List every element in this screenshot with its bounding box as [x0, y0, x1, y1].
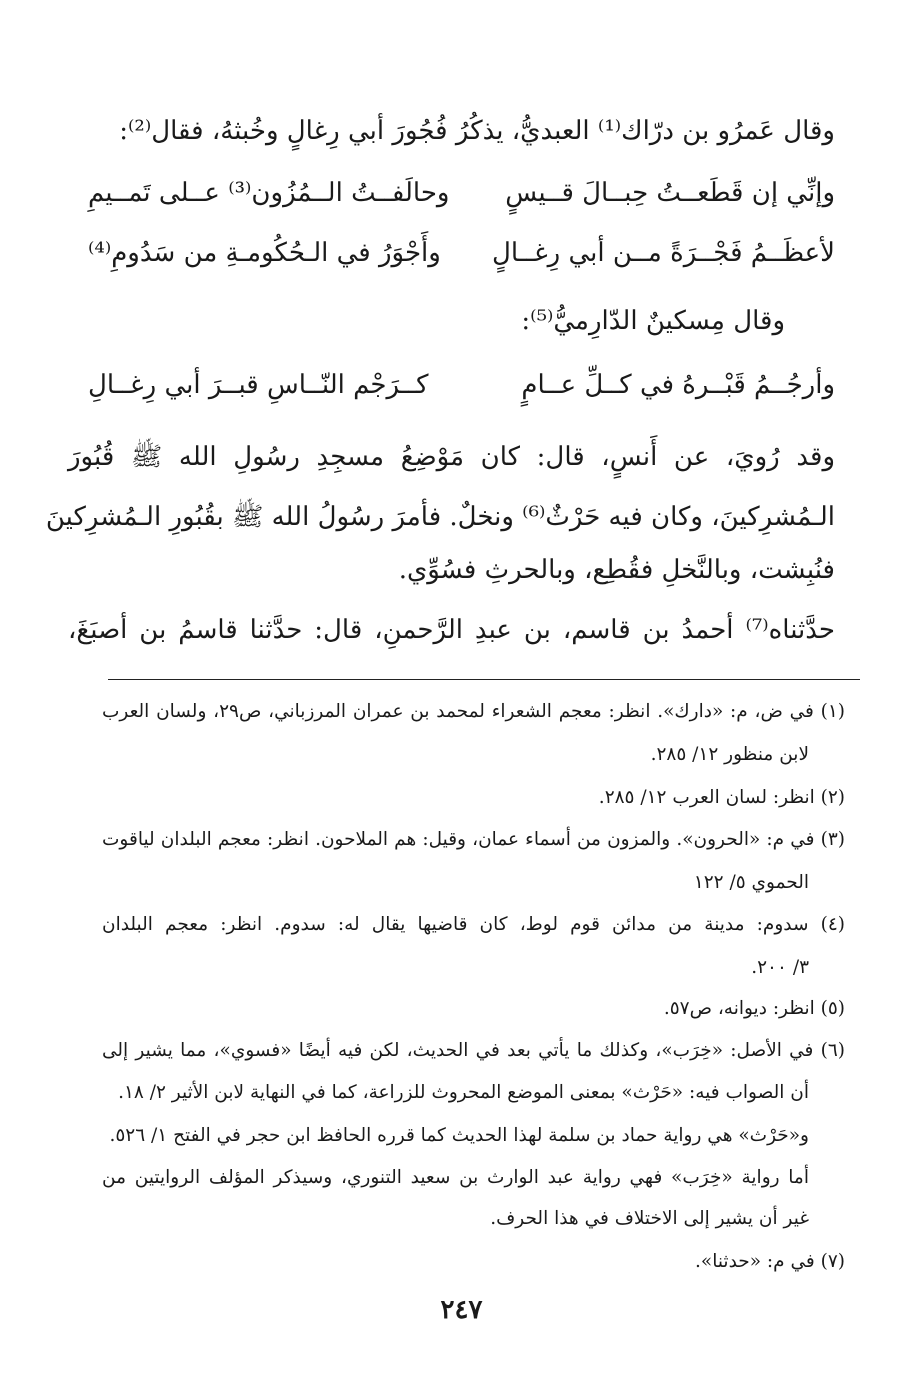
page-number: ٢٤٧ — [440, 1295, 483, 1325]
prose-line-1: وقد رُويَ، عن أَنسٍ، قال: كان مَوْضِعُ مسجِدِ رسُولِ الله ﷺ قُبُورَ — [68, 442, 835, 472]
footnote-3-line-2: الحموي ٥/ ١٢٢ — [693, 872, 809, 893]
intro-line-2: وقال مِسكينٌ الدّارِميُّ⁽⁵⁾: — [521, 306, 785, 336]
prose-line-3: فنُبِشت، وبالنَّخلِ فقُطِع، وبالحرثِ فسُوِّي. — [398, 555, 835, 585]
verse-2-second-hemistich: وأَجْوَرُ في الـحُكُومـةِ من سَدُومِ⁽⁴⁾ — [88, 238, 441, 268]
verse-1-first-hemistich: وإنِّي إن قَطَعــتُ حِبــالَ قــيسٍ — [505, 178, 835, 208]
verse-1-second-hemistich: وحالَفــتُ الــمُزُون⁽³⁾ عــلى تَمــيمِ — [88, 178, 450, 208]
footnote-3-line-1: (٣) في م: «الحرون». والمزون من أسماء عمان، وقيل: هم الملاحون. انظر: معجم البلدان لياقوت — [102, 829, 845, 850]
footnote-6-line-5: غير أن يشير إلى الاختلاف في هذا الحرف. — [490, 1208, 809, 1229]
footnote-1-line-1: (١) في ض، م: «دارك». انظر: معجم الشعراء لمحمد بن عمران المرزباني، ص٢٩، ولسان العرب — [102, 701, 846, 722]
footnote-5: (٥) انظر: ديوانه، ص٥٧. — [663, 998, 845, 1019]
footnote-divider — [108, 679, 860, 680]
verse-3 — [88, 370, 835, 410]
footnote-4-line-2: ٣/ ٢٠٠. — [751, 957, 809, 978]
prose-line-4: حدَّثناه⁽⁷⁾ أحمدُ بن قاسم، بن عبدِ الرَّحمنِ، قال: حدَّثنا قاسمُ بن أصبَغَ، — [68, 615, 835, 645]
verse-3-second-hemistich: كــرَجْم النّــاسِ قبــرَ أبي رِغــالِ — [88, 370, 429, 400]
footnote-6-line-3: و«حَرْث» هي رواية حماد بن سلمة لهذا الحديث كما قرره الحافظ ابن حجر في الفتح ١/ ٥٢٦. — [109, 1125, 809, 1146]
verse-2 — [88, 238, 835, 278]
verse-1 — [88, 178, 835, 218]
verse-2-first-hemistich: لأعظَــمُ فَجْــرَةً مــن أبي رِغــالٍ — [492, 238, 835, 268]
footnote-6-line-1: (٦) في الأصل: «خِرَب»، وكذلك ما يأتي بعد في الحديث، لكن فيه أيضًا «فسوي»، مما يشير إلى — [102, 1040, 845, 1061]
footnote-2: (٢) انظر: لسان العرب ١٢/ ٢٨٥. — [598, 787, 845, 808]
footnote-1-line-2: لابن منظور ١٢/ ٢٨٥. — [650, 744, 809, 765]
footnote-6-line-2: أن الصواب فيه: «حَرْث» بمعنى الموضع المحروث للزراعة، كما في النهاية لابن الأثير ٢/ ١٨. — [118, 1082, 809, 1103]
footnote-7: (٧) في م: «حدثنا». — [695, 1251, 845, 1272]
intro-line-1: وقال عَمرُو بن درّاك⁽¹⁾ العبديُّ، يذكُرُ فُجُورَ أبي رِغالٍ وخُبثهُ، فقال⁽²⁾: — [119, 116, 835, 146]
verse-3-first-hemistich: وأرجُــمُ قَبْــرهُ في كــلِّ عــامٍ — [521, 370, 835, 400]
prose-line-2: الـمُشرِكينَ، وكان فيه حَرْثٌ⁽⁶⁾ ونخلٌ. فأمرَ رسُولُ الله ﷺ بقُبُورِ الـمُشرِكينَ — [45, 502, 835, 532]
footnote-4-line-1: (٤) سدوم: مدينة من مدائن قوم لوط، كان قاضيها يقال له: سدوم. انظر: معجم البلدان — [102, 914, 845, 935]
footnote-6-line-4: أما رواية «خِرَب» فهي رواية عبد الوارث بن سعيد التنوري، وسيذكر المؤلف الروايتين من — [102, 1167, 809, 1188]
